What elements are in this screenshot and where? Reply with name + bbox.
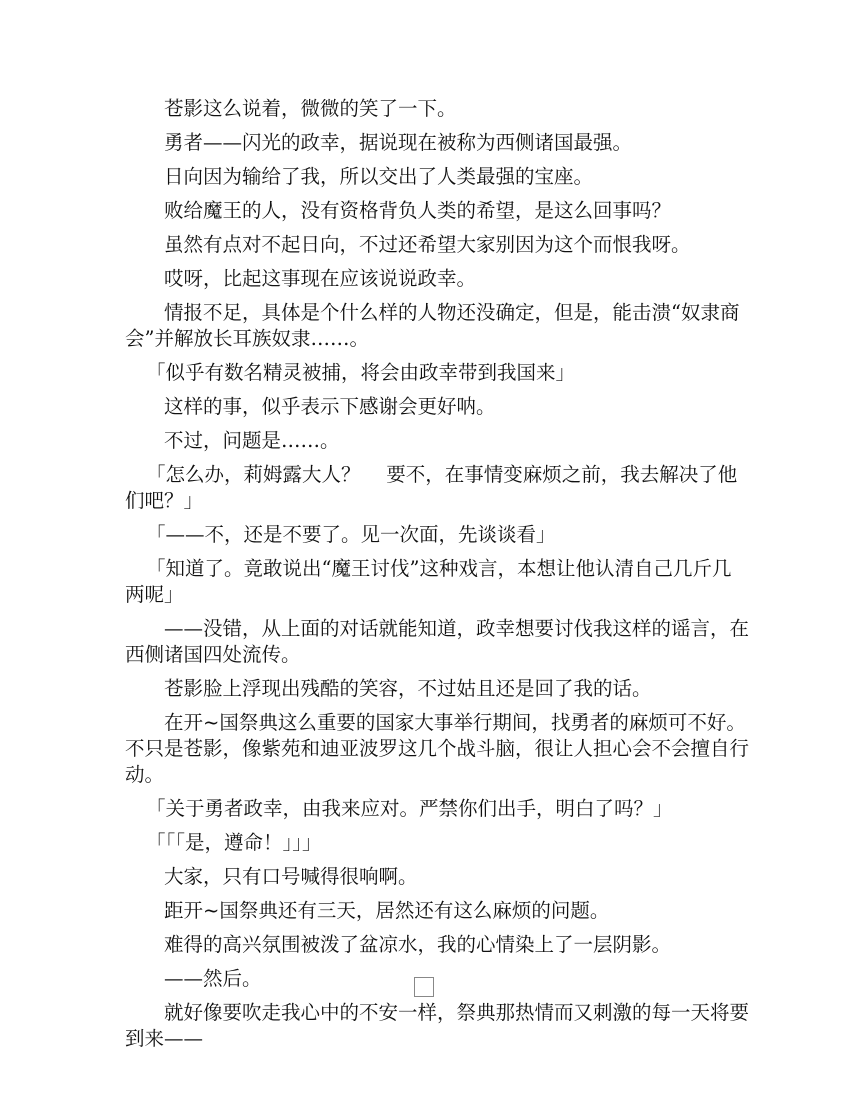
paragraph: 情报不足，具体是个什么样的人物还没确定，但是，能击溃“奴隶商会”并解放长耳族奴隶……。 bbox=[125, 301, 740, 350]
paragraph: 勇者——闪光的政幸，据说现在被称为西侧诸国最强。 bbox=[164, 131, 633, 154]
paragraph: 难得的高兴氛围被泼了盆凉水，我的心情染上了一层阴影。 bbox=[164, 933, 672, 956]
paragraph: 苍影这么说着，微微的笑了一下。 bbox=[164, 97, 457, 120]
dialogue-line: 「似乎有数名精灵被捕，将会由政幸带到我国来」 bbox=[146, 361, 576, 384]
paragraph: 就好像要吹走我心中的不安一样，祭典那热情而又刺激的每一天将要到来—— bbox=[125, 1001, 750, 1050]
dialogue-line: 「——不，还是不要了。见一次面，先谈谈看」 bbox=[146, 523, 556, 546]
dialogue-line: 「「「是，遵命！」」」 bbox=[146, 831, 322, 854]
paragraph: 苍影脸上浮现出残酷的笑容，不过姑且还是回了我的话。 bbox=[164, 677, 652, 700]
paragraph: ——然后。 bbox=[164, 967, 262, 990]
paragraph: 距开~国祭典还有三天，居然还有这么麻烦的问题。 bbox=[164, 899, 610, 922]
dialogue-line: 「怎么办，莉姆露大人？ 要不，在事情变麻烦之前，我去解决了他们吧？」 bbox=[125, 463, 738, 512]
paragraph: 这样的事，似乎表示下感谢会更好呐。 bbox=[164, 395, 496, 418]
paragraph: 虽然有点对不起日向，不过还希望大家别因为这个而恨我呀。 bbox=[164, 233, 691, 256]
paragraph: 不过，问题是……。 bbox=[164, 429, 340, 452]
paragraph: 大家，只有口号喊得很响啊。 bbox=[164, 865, 418, 888]
text-body bbox=[125, 96, 750, 1060]
square-outline-icon bbox=[414, 977, 434, 997]
paragraph: ——没错，从上面的对话就能知道，政幸想要讨伐我这样的谣言，在西侧诸国四处流传。 bbox=[125, 617, 750, 666]
paragraph: 日向因为输给了我，所以交出了人类最强的宝座。 bbox=[164, 165, 594, 188]
paragraph: 在开~国祭典这么重要的国家大事举行期间，找勇者的麻烦可不好。不只是苍影，像紫苑和迪亚波罗这几个战斗脑，很让人担心会不会擅自行动。 bbox=[125, 711, 750, 786]
paragraph: 哎呀，比起这事现在应该说说政幸。 bbox=[164, 267, 477, 290]
paragraph: 败给魔王的人，没有资格背负人类的希望，是这么回事吗？ bbox=[164, 199, 672, 222]
dialogue-line: 「知道了。竟敢说出“魔王讨伐”这种戏言，本想让他认清自己几斤几两呢」 bbox=[125, 557, 732, 606]
dialogue-line: 「关于勇者政幸，由我来应对。严禁你们出手，明白了吗？」 bbox=[146, 797, 673, 820]
